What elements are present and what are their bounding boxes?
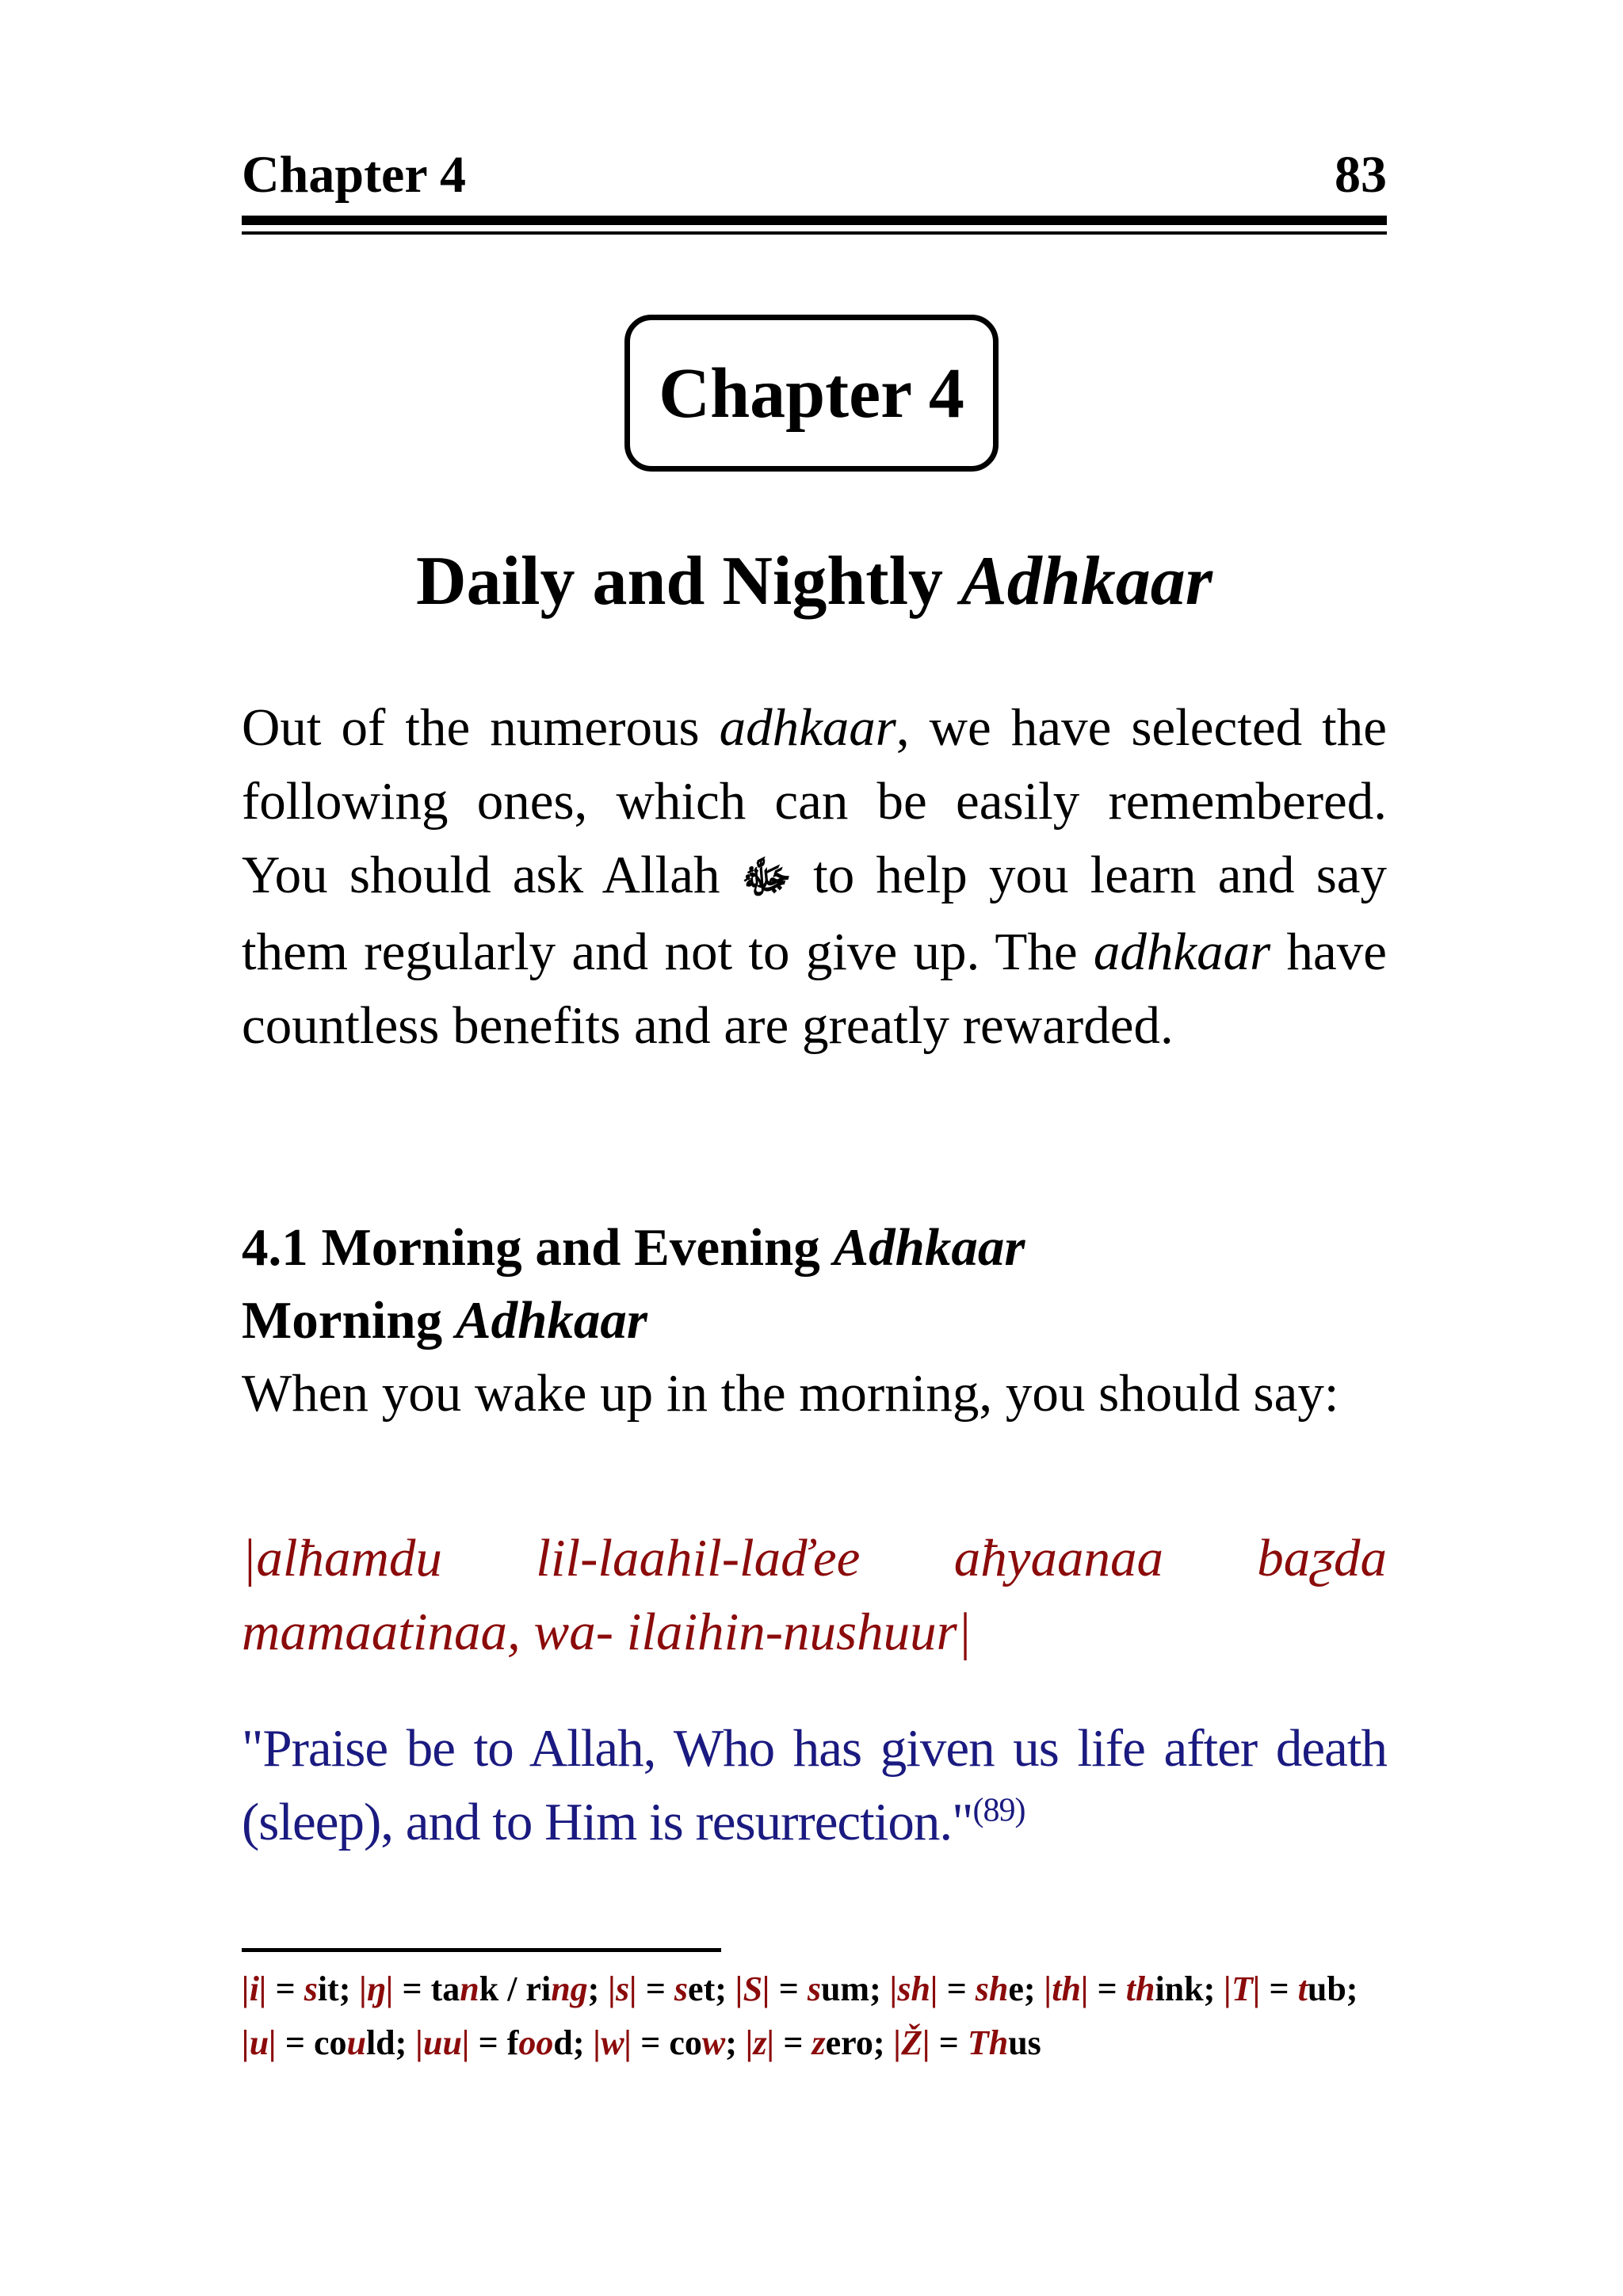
section-heading	[242, 1211, 1387, 1285]
legend-item: |Ž| = Thus	[893, 2023, 1041, 2062]
legend-item: |ŋ| = tank / ring;	[359, 1969, 600, 2008]
intro-text-3: to help you learn and say them regularly and not to give up. The	[242, 846, 1388, 981]
transliteration-text: |alħamdu lil-laahil-laďee aħyaanaa baƺda mamaatinaa, wa- ilaihin-nushuur|	[242, 1529, 1387, 1661]
legend-item: |th| = think;	[1044, 1969, 1216, 2008]
subsection-heading	[242, 1284, 1387, 1358]
page-number: 83	[1335, 146, 1387, 204]
chapter-title	[242, 543, 1387, 620]
footnote-rule	[242, 1948, 721, 1952]
intro-italic-2: adhkaar	[1093, 923, 1271, 981]
honorific-glyph: ﷻ	[741, 854, 792, 903]
translation-quote: "Praise be to Allah, Who has given us life after death (sleep), and to Him is resurrection."	[242, 1719, 1387, 1851]
section-heading-italic: Adhkaar	[833, 1218, 1025, 1277]
header-chapter-label: Chapter 4	[242, 146, 466, 204]
legend-item: |T| = tub;	[1224, 1969, 1358, 2008]
legend-item: |sh| = she;	[889, 1969, 1036, 2008]
legend-item: |S| = sum;	[735, 1969, 881, 2008]
intro-text-1: Out of the numerous	[242, 698, 720, 757]
intro-italic-1: adhkaar	[719, 698, 896, 757]
subsection-heading-text: Morning	[242, 1291, 443, 1350]
intro-text-2: , we have selected the following ones, which can be easily remembered. You should ask Allah	[242, 698, 1387, 904]
legend-item: |uu| = food;	[415, 2023, 585, 2062]
chapter-title-main: Daily and Nightly	[416, 543, 944, 620]
chapter-title-italic: Adhkaar	[960, 543, 1212, 620]
instruction-text: When you wake up in the morning, you should say:	[242, 1364, 1339, 1423]
legend-item: |s| = set;	[608, 1969, 727, 2008]
footnote-reference: (89)	[972, 1792, 1025, 1829]
legend-item: |w| = cow;	[593, 2023, 737, 2062]
intro-paragraph	[242, 691, 1387, 1063]
intro-text-4: have countless benefits and are greatly rewarded.	[242, 923, 1387, 1055]
legend-item: |i| = sit;	[242, 1969, 351, 2008]
pronunciation-legend	[242, 1962, 1387, 2070]
header-rule-thin	[242, 231, 1387, 235]
chapter-box-label: Chapter 4	[659, 353, 964, 433]
subsection-heading-italic: Adhkaar	[455, 1291, 647, 1350]
chapter-box	[624, 315, 999, 472]
section-heading-text: 4.1 Morning and Evening	[242, 1218, 820, 1277]
legend-item: |u| = could;	[242, 2023, 407, 2062]
header-rule-thick	[242, 216, 1387, 225]
running-header	[242, 146, 1387, 204]
translation-text	[242, 1712, 1387, 1859]
legend-item: |z| = zero;	[745, 2023, 885, 2062]
